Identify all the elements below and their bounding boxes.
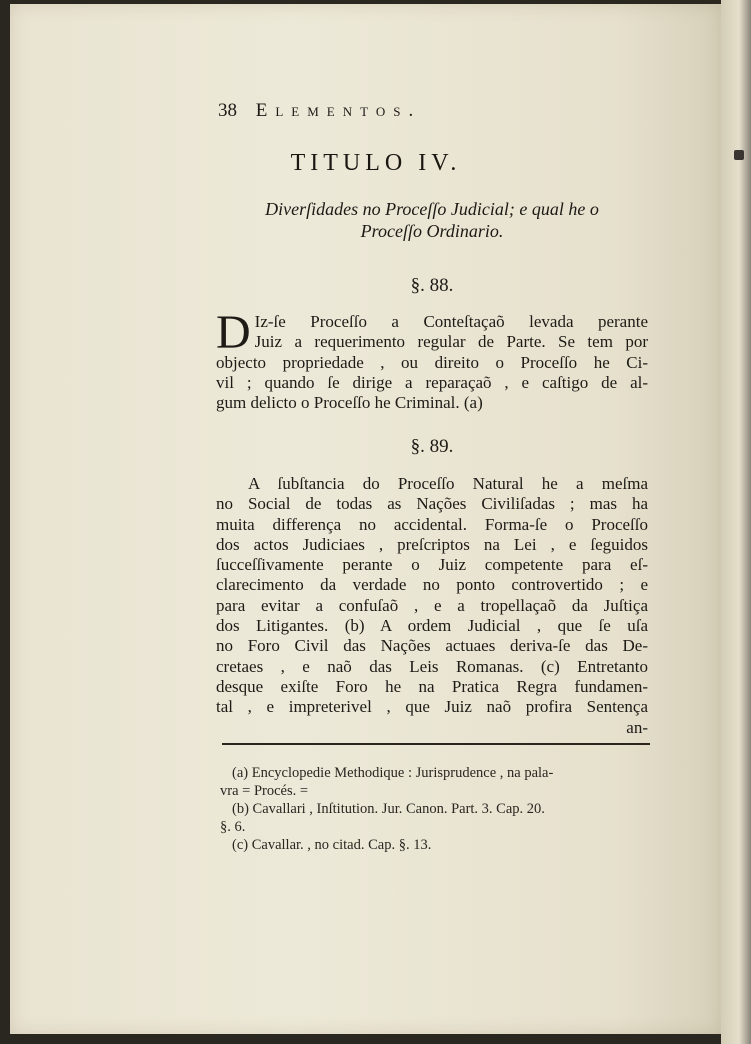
text-line: dos Litigantes. (b) A ordem Judicial , que ſe uſa (216, 616, 648, 636)
text-line: vil ; quando ſe dirige a reparaçaõ , e caſtigo de al- (216, 372, 648, 392)
drop-cap: D (216, 306, 251, 359)
text-line: clarecimento da verdade no ponto controvertido ; e (216, 575, 648, 595)
footnote: (a) Encyclopedie Methodique : Jurisprudence , na pala- (232, 765, 554, 781)
section-89-paragraph (216, 474, 648, 738)
page-header (218, 100, 538, 122)
text-line: A ſubſtancia do Proceſſo Natural he a meſma (248, 474, 648, 493)
section-heading: §. 88. (410, 275, 454, 296)
footnote-continuation: vra = Procés. = (220, 783, 309, 799)
text-line: muita differença no accidental. Forma-ſe o Proceſſo (216, 514, 648, 534)
catchword: an- (626, 717, 648, 737)
text-line: no Social de todas as Nações Civiliſadas ; mas ha (216, 494, 648, 514)
footnote: (c) Cavallar. , no citad. Cap. §. 13. (232, 837, 432, 853)
text-line: gum delicto o Proceſſo he Criminal. (a) (216, 393, 483, 413)
page-number: 38 (218, 100, 237, 121)
chapter-title: TITULO IV. (290, 150, 462, 176)
text-line: ſucceſſivamente perante o Juiz competente para eſ- (216, 555, 648, 575)
footnote-rule (222, 743, 650, 745)
footnote: (b) Cavallari , Inſtitution. Jur. Canon. Part. 3. Cap. 20. (232, 801, 545, 817)
section-88-paragraph (216, 306, 648, 413)
footnote-continuation: §. 6. (220, 819, 246, 835)
subtitle-line: Diverſidades no Proceſſo Judicial; e qual he o (265, 199, 599, 219)
text-line: desque exiſte Foro he na Pratica Regra fundamen- (216, 676, 648, 696)
running-title: Elementos. (255, 100, 422, 121)
binding-mark (734, 150, 744, 160)
text-line: Juiz a requerimento regular de Parte. Se tem por (254, 332, 648, 352)
text-line: objecto propriedade , ou direito o Proceſſo he Ci- (216, 352, 648, 372)
text-line: no Foro Civil das Nações actuaes deriva-ſe das De- (216, 636, 648, 656)
chapter-subtitle (212, 198, 652, 242)
text-line: dos actos Judiciaes , preſcriptos na Lei , e ſeguidos (216, 534, 648, 554)
subtitle-line: Proceſſo Ordinario. (360, 221, 504, 241)
section-heading: §. 89. (410, 436, 454, 457)
footnotes (220, 764, 652, 854)
text-line: cretaes , e naõ das Leis Romanas. (c) Entretanto (216, 656, 648, 676)
text-line: Iz-ſe Proceſſo a Conteſtaçaõ levada perante (254, 312, 648, 331)
text-line: para evitar a confuſaõ , e a tropellaçaõ da Juſtiça (216, 595, 648, 615)
text-line: tal , e impreterivel , que Juiz naõ profira Sentença (216, 697, 648, 717)
